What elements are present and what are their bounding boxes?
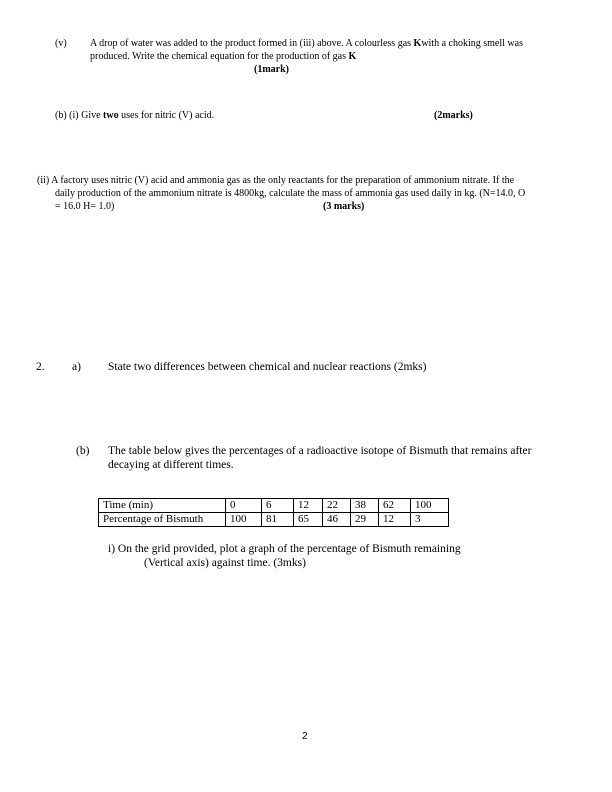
table-cell: 100: [411, 499, 449, 513]
table-cell: 65: [294, 513, 323, 527]
table-cell: 3: [411, 513, 449, 527]
question-2-number: 2.: [36, 361, 45, 373]
table-cell: 0: [226, 499, 262, 513]
question-v-marks: (1mark): [254, 64, 289, 75]
question-v-number: (v): [55, 38, 67, 49]
table-row-percentage: [99, 513, 449, 527]
question-2b-i-line2: (Vertical axis) against time. (3mks): [144, 557, 306, 569]
table-cell: 46: [323, 513, 351, 527]
question-b-ii-line2: daily production of the ammonium nitrate is 4800kg, calculate the mass of ammonia gas used daily in kg. (N=14.0, O: [55, 188, 526, 199]
question-2a-text: State two differences between chemical and nuclear reactions (2mks): [108, 361, 427, 373]
table-row-header: Percentage of Bismuth: [99, 513, 226, 527]
gas-k-label-2: K: [348, 51, 357, 62]
table-cell: 81: [262, 513, 294, 527]
table-cell: 12: [294, 499, 323, 513]
table-row-time: [99, 499, 449, 513]
question-b-i-text: uses for nitric (V) acid.: [118, 110, 215, 121]
table-cell: 22: [323, 499, 351, 513]
question-2b-label: (b): [76, 445, 90, 457]
question-v-text-cont: with a choking smell was: [421, 38, 523, 49]
question-2b-line2: decaying at different times.: [108, 459, 234, 471]
table-cell: 29: [351, 513, 379, 527]
question-b-i-marks: (2marks): [434, 110, 473, 121]
page-number: 2: [302, 731, 308, 742]
question-v-text-line2: produced. Write the chemical equation for the production of gas: [90, 51, 349, 62]
bismuth-decay-table: [98, 498, 449, 527]
question-v-line1: [90, 37, 590, 50]
table-row-header: Time (min): [99, 499, 226, 513]
question-2b-line1: The table below gives the percentages of a radioactive isotope of Bismuth that remains after: [108, 445, 532, 457]
question-b-ii-marks: (3 marks): [323, 201, 365, 212]
table-cell: 38: [351, 499, 379, 513]
question-2b-i-line1: i) On the grid provided, plot a graph of the percentage of Bismuth remaining: [108, 543, 461, 555]
question-v-text: A drop of water was added to the product formed in (iii) above. A colourless gas: [90, 38, 414, 49]
table-cell: 62: [379, 499, 411, 513]
table-cell: 6: [262, 499, 294, 513]
question-2a-label: a): [72, 361, 81, 373]
question-b-ii-line1: (ii) A factory uses nitric (V) acid and ammonia gas as the only reactants for the preparation of ammonium nitrate. If the: [37, 175, 515, 186]
question-b-i-label: (b) (i) Give: [55, 110, 104, 121]
table-cell: 100: [226, 513, 262, 527]
question-b-ii-line3: = 16.0 H= 1.0): [55, 201, 115, 212]
question-v-line2: [90, 50, 590, 63]
question-b-i-bold: two: [103, 110, 119, 121]
question-b-i: [55, 109, 214, 122]
table-cell: 12: [379, 513, 411, 527]
gas-k-label: K: [413, 38, 422, 49]
